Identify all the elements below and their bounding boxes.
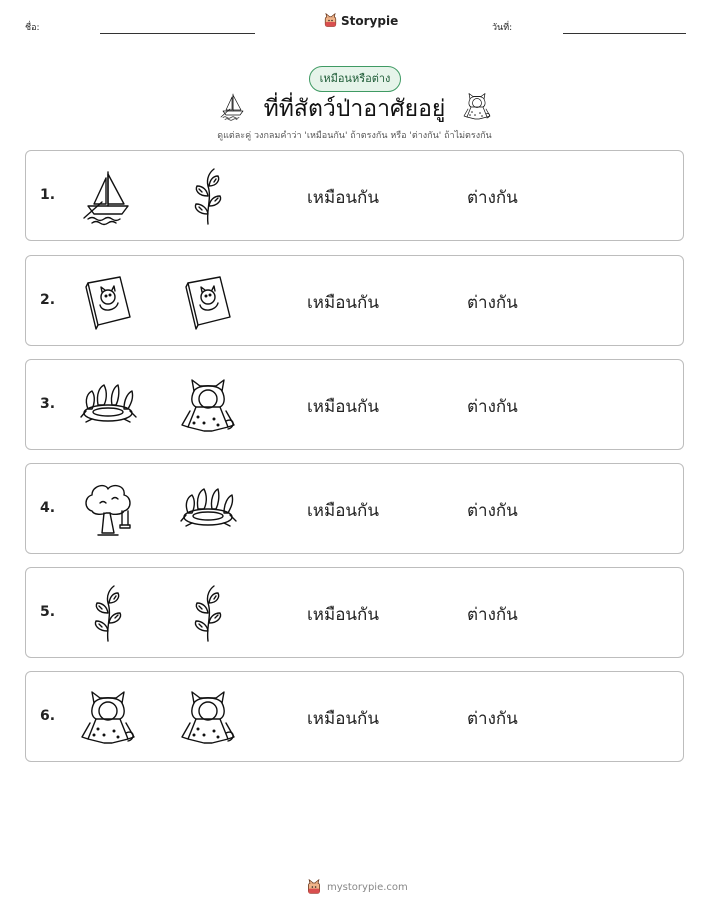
question-row (25, 567, 684, 658)
footer-url[interactable]: mystorypie.com (327, 881, 408, 893)
raincoat-icon (178, 375, 238, 435)
question-number: 6. (40, 708, 56, 724)
option-same[interactable]: เหมือนกัน (307, 293, 379, 313)
footer (306, 879, 408, 895)
name-label: ชื่อ: (25, 23, 40, 33)
book-icon (78, 271, 138, 331)
question-row (25, 359, 684, 450)
worksheet-type-badge: เหมือนหรือต่าง (309, 66, 401, 92)
question-number: 4. (40, 500, 56, 516)
question-row (25, 671, 684, 762)
option-same[interactable]: เหมือนกัน (307, 501, 379, 521)
question-number: 1. (40, 187, 56, 203)
raincoat-icon (78, 687, 138, 747)
option-same[interactable]: เหมือนกัน (307, 188, 379, 208)
book-icon (178, 271, 238, 331)
nest-icon (78, 375, 138, 435)
vine-icon (178, 166, 238, 226)
option-same[interactable]: เหมือนกัน (307, 397, 379, 417)
sailboat-icon (78, 166, 138, 226)
tree-swing-icon (78, 479, 138, 539)
raincoat-icon (462, 91, 492, 125)
vine-icon (178, 583, 238, 643)
date-label: วันที่: (492, 23, 513, 33)
storypie-logo-icon (323, 13, 338, 28)
option-different[interactable]: ต่างกัน (467, 605, 518, 625)
option-same[interactable]: เหมือนกัน (307, 605, 379, 625)
question-row (25, 463, 684, 554)
option-different[interactable]: ต่างกัน (467, 397, 518, 417)
option-different[interactable]: ต่างกัน (467, 293, 518, 313)
option-same[interactable]: เหมือนกัน (307, 709, 379, 729)
date-line[interactable] (563, 33, 686, 34)
option-different[interactable]: ต่างกัน (467, 501, 518, 521)
option-different[interactable]: ต่างกัน (467, 188, 518, 208)
question-row (25, 255, 684, 346)
question-number: 3. (40, 396, 56, 412)
brand-logo (323, 13, 398, 28)
page-title: ที่ที่สัตว์ป่าอาศัยอยู่ (263, 96, 446, 122)
question-number: 5. (40, 604, 56, 620)
brand-name: Storypie (341, 13, 399, 28)
option-different[interactable]: ต่างกัน (467, 709, 518, 729)
storypie-logo-icon (306, 879, 322, 895)
question-row (25, 150, 684, 241)
question-number: 2. (40, 292, 56, 308)
vine-icon (78, 583, 138, 643)
raincoat-icon (178, 687, 238, 747)
name-line[interactable] (100, 33, 255, 34)
nest-icon (178, 479, 238, 539)
instructions: ดูแต่ละคู่ วงกลมคำว่า 'เหมือนกัน' ถ้าตรงกัน หรือ 'ต่างกัน' ถ้าไม่ตรงกัน (217, 131, 492, 141)
